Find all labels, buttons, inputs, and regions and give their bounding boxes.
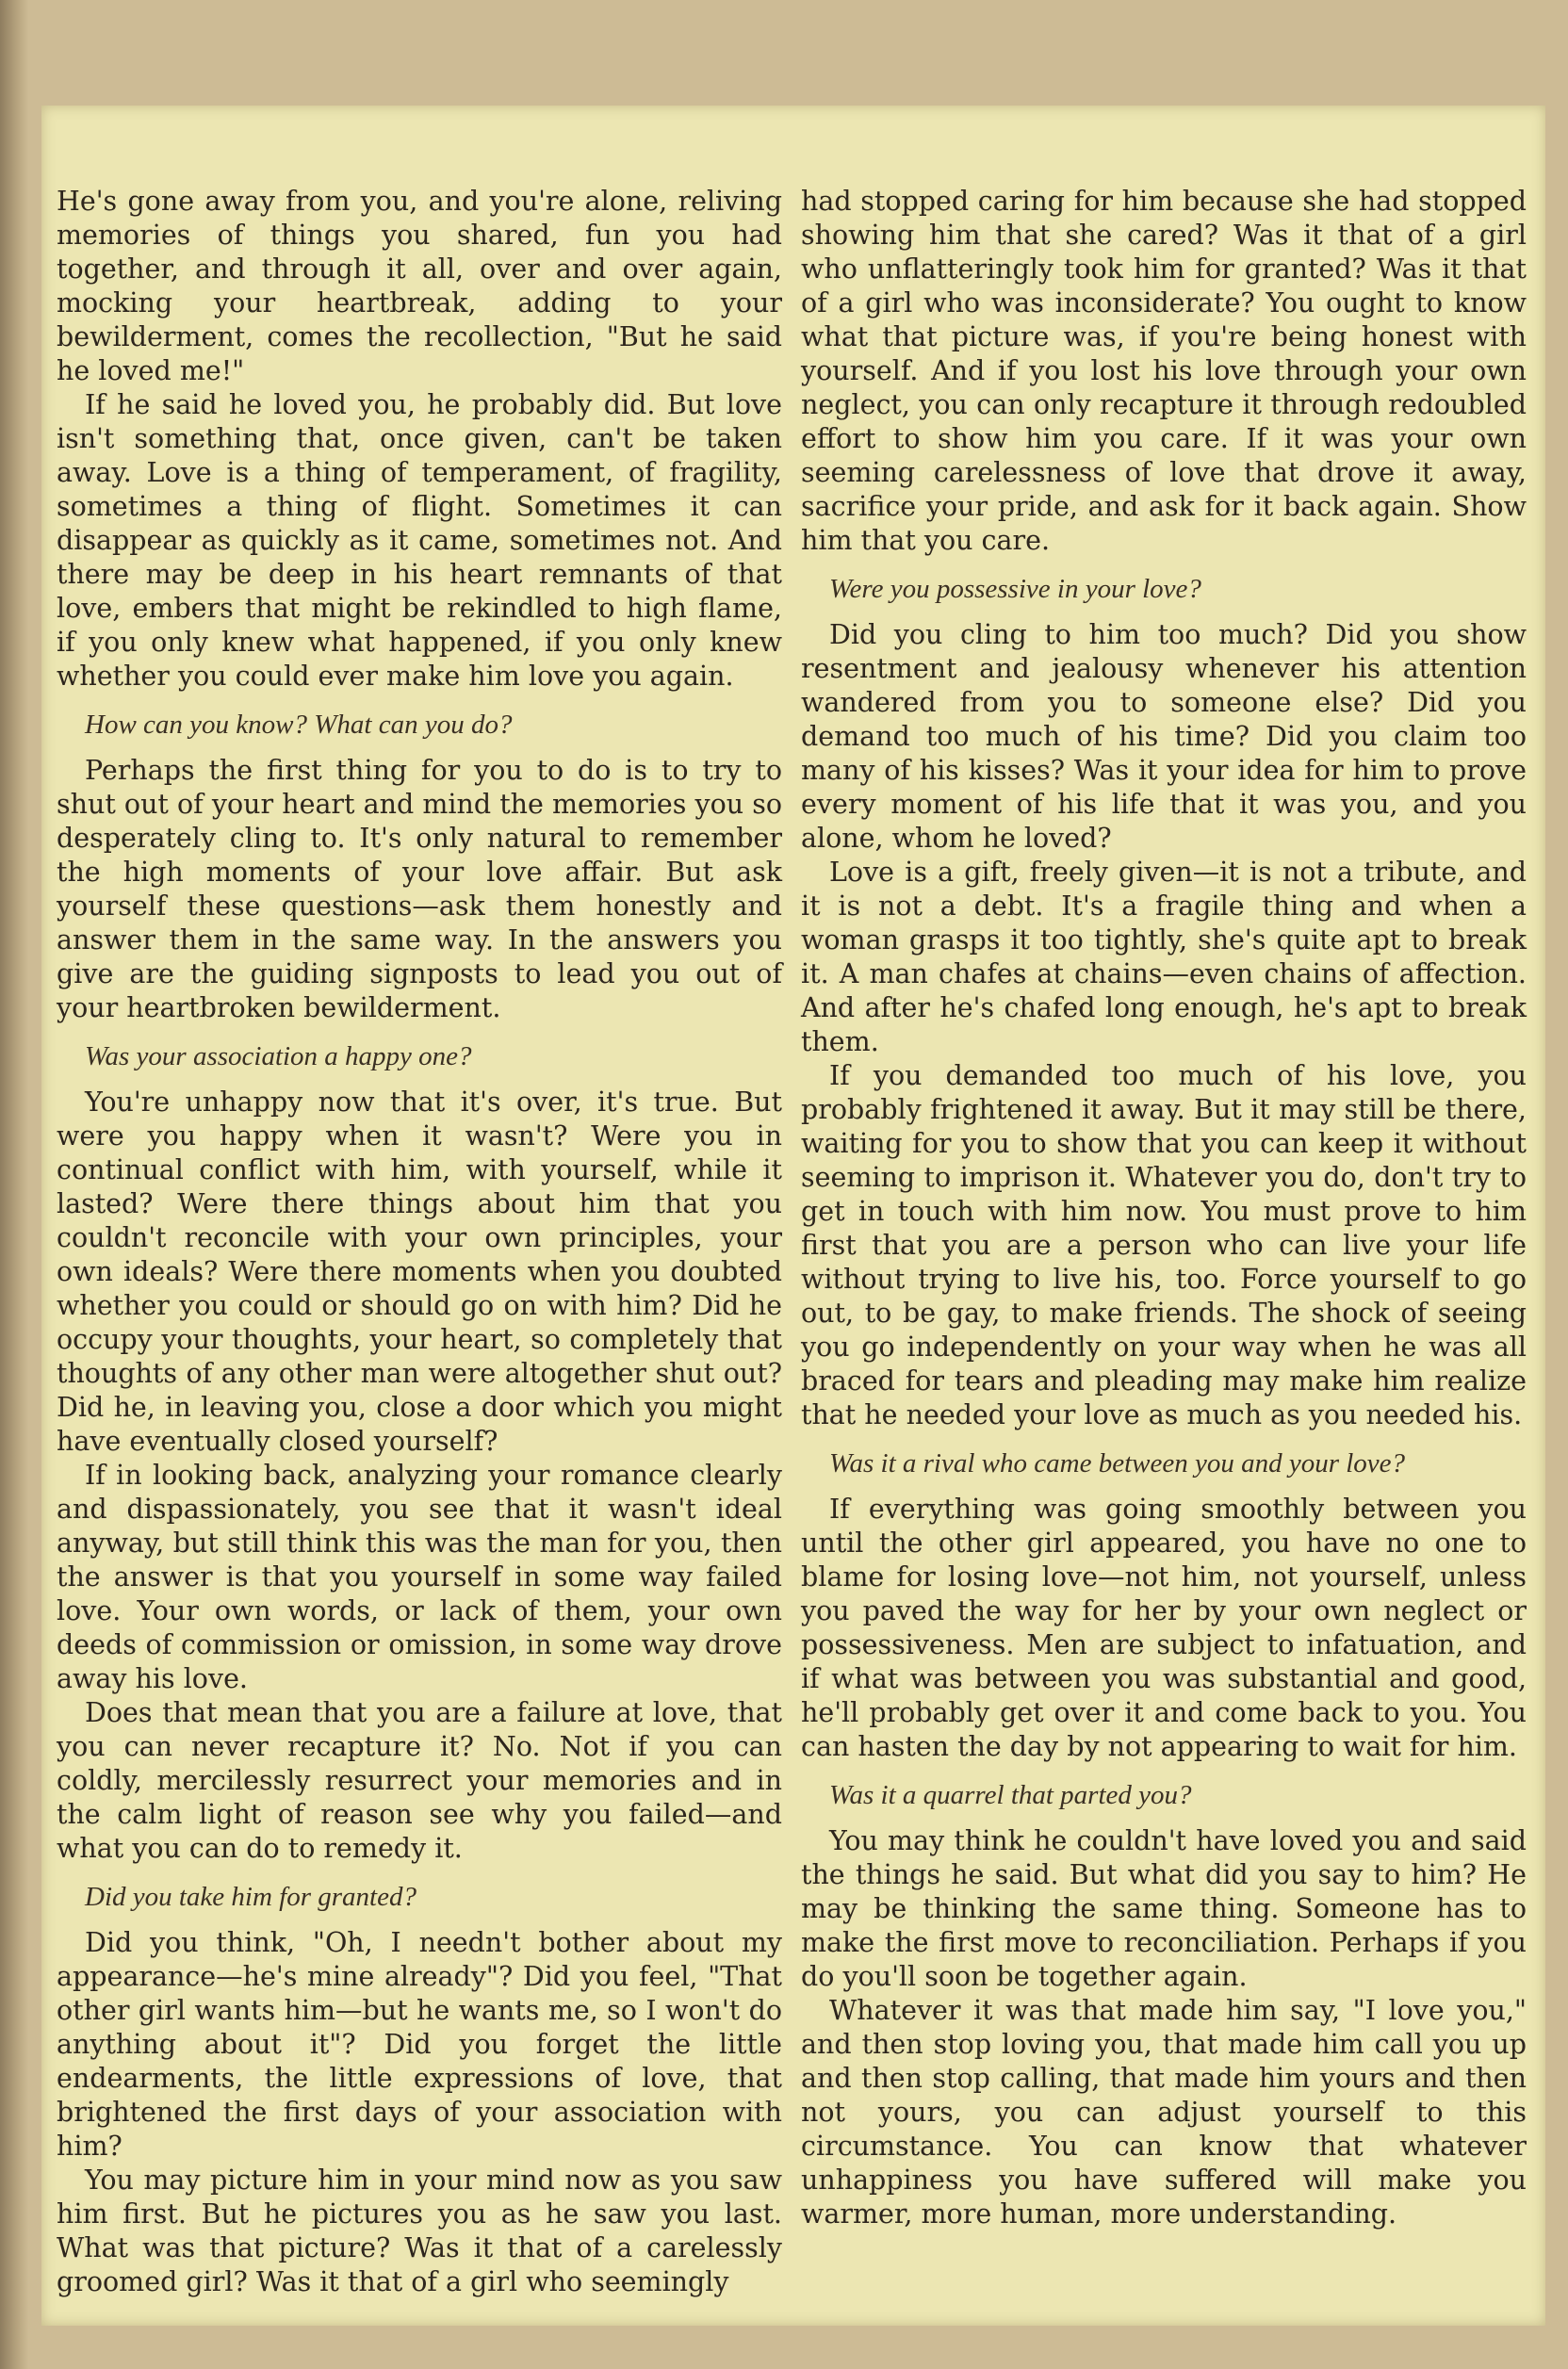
paragraph: Did you think, "Oh, I needn't bother about my appearance—he's mine already"? Did you feel, "That other girl wants him—but he wants me, so I won't do anything about it"? Did you forget the little endearments, the little expressions of love, that brightened the first days of your association with him? <box>57 1927 782 2162</box>
paragraph: If you demanded too much of his love, you probably frightened it away. But it may still be there, waiting for you to show that you can keep it without seeming to imprison it. Whatever you do, don't try to get in touch with him now. You must prove to him first that you are a person who can live your life without trying to live his, too. Force yourself to go out, to be gay, to make friends. The shock of seeing you go independently on your way when he was all braced for tears and pleading may make him realize that he needed your love as much as you needed his. <box>801 1060 1527 1430</box>
section-heading: Was it a quarrel that parted you? <box>829 1780 1192 1810</box>
paragraph: If everything was going smoothly between you until the other girl appeared, you have no one to blame for losing love—not him, not yourself, unless you paved the way for her by your own neglect or possessiveness. Men are subject to infatuation, and if what was between you was substantial and good, he'll probably get over it and come back to you. You can hasten the day by not appearing to wait for him. <box>801 1494 1527 1762</box>
paragraph-continued: had stopped caring for him because she had stopped showing him that she cared? Was it that of a girl who unflatteringly took him for granted? Was it that of a girl who was inconsiderate? You ought to know what that picture was, if you're being honest with yourself. And if you lost his love through your own neglect, you can only recapture it through redoubled effort to show him you care. If it was your own seeming carelessness of love that drove it away, sacrifice your pride, and ask for it back again. Show him that you care. <box>801 186 1527 556</box>
paragraph: If in looking back, analyzing your romance clearly and dispassionately, you see that it wasn't ideal anyway, but still think this was the man for you, then the answer is that you yourself in some way failed love. Your own words, or lack of them, your own deeds of commission or omission, in some way drove away his love. <box>57 1460 782 1694</box>
paragraph: Perhaps the first thing for you to do is to try to shut out of your heart and mind the memories you so desperately cling to. It's only natural to remember the high moments of your love affair. But ask yourself these questions—ask them honestly and answer them in the same way. In the answers you give are the guiding signposts to lead you out of your heartbroken bewilderment. <box>57 755 782 1023</box>
section-heading: How can you know? What can you do? <box>85 710 513 740</box>
binding-gutter <box>0 0 28 2369</box>
section-heading: Was your association a happy one? <box>85 1041 472 1071</box>
right-column <box>801 185 1527 2295</box>
section-heading: Were you possessive in your love? <box>829 574 1201 604</box>
paragraph: Does that mean that you are a failure at love, that you can never recapture it? No. Not if you can coldly, mercilessly resurrect your memories and in the calm light of reason see why you failed—and what you can do to remedy it. <box>57 1697 782 1864</box>
paragraph: Love is a gift, freely given—it is not a tribute, and it is not a debt. It's a fragile thing and when a woman grasps it too tightly, she's quite apt to break it. A man chafes at chains—even chains of affection. And after he's chafed long enough, he's apt to break them. <box>801 857 1527 1057</box>
paragraph: You may picture him in your mind now as you saw him first. But he pictures you as he saw you last. What was that picture? Was it that of a carelessly groomed girl? Was it that of a girl who seemingly <box>57 2165 782 2297</box>
section-heading: Was it a rival who came between you and your love? <box>829 1448 1406 1479</box>
section-heading: Did you take him for granted? <box>85 1882 416 1912</box>
paragraph: Did you cling to him too much? Did you show resentment and jealousy whenever his attention wandered from you to someone else? Did you demand too much of his time? Did you claim too many of his kisses? Was it your idea for him to prove every moment of his life that it was you, and you alone, whom he loved? <box>801 619 1527 854</box>
paragraph: Whatever it was that made him say, "I love you," and then stop loving you, that made him call you up and then stop calling, that made him yours and then not yours, you can adjust yourself to this circumstance. You can know that whatever unhappiness you have suffered will make you warmer, more human, more understanding. <box>801 1995 1527 2230</box>
paragraph: He's gone away from you, and you're alone, reliving memories of things you shared, fun you had together, and through it all, over and over again, mocking your heartbreak, adding to your bewilderment, comes the recollection, "But he said he loved me!" <box>57 186 782 386</box>
magazine-page <box>41 106 1545 2326</box>
paragraph: If he said he loved you, he probably did. But love isn't something that, once given, can't be taken away. Love is a thing of temperament, of fragility, sometimes a thing of flight. Sometimes it can disappear as quickly as it came, sometimes not. And there may be deep in his heart remnants of that love, embers that might be rekindled to high flame, if you only knew what happened, if you only knew whether you could ever make him love you again. <box>57 389 782 692</box>
paragraph: You may think he couldn't have loved you and said the things he said. But what did you say to him? He may be thinking the same thing. Someone has to make the first move to reconciliation. Perhaps if you do you'll soon be together again. <box>801 1825 1527 1992</box>
paragraph: You're unhappy now that it's over, it's true. But were you happy when it wasn't? Were you in continual conflict with him, with yourself, while it lasted? Were there things about him that you couldn't reconcile with your own principles, your own ideals? Were there moments when you doubted whether you could or should go on with him? Did he occupy your thoughts, your heart, so completely that thoughts of any other man were altogether shut out? Did he, in leaving you, close a door which you might have eventually closed yourself? <box>57 1086 782 1457</box>
left-column <box>57 185 782 2295</box>
